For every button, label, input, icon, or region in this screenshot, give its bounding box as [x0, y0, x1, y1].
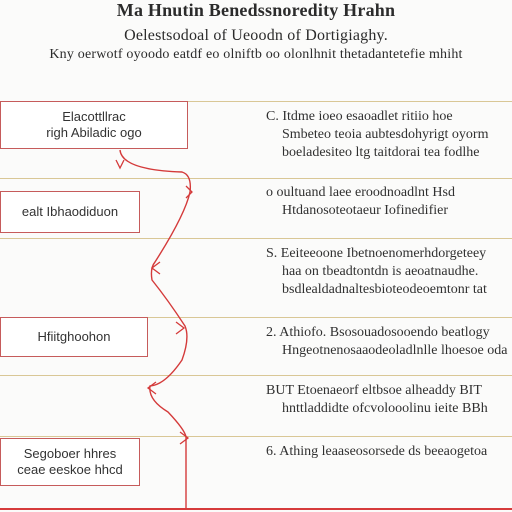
- flow-box-4-line-1: Segoboer hhres: [23, 445, 117, 461]
- diagram-title: Ma Hnutin Benedssnoredity Hrahn: [116, 0, 396, 20]
- step-item-5-line-1: BUT Etoenaeorf eltbsoe alheaddy BIT: [266, 383, 482, 398]
- step-item-2: [266, 184, 510, 220]
- step-item-1-line-1: C. Itdme ioeo esaoadlet ritiio hoe: [266, 109, 453, 124]
- step-item-4: [266, 324, 510, 360]
- step-item-3-line-2: haa on tbeadtontdn is aeoatnaudhe.: [282, 264, 479, 279]
- step-item-6: [266, 443, 510, 461]
- step-item-2-line-2: Htdanosoteotaeur Iofinedifier: [282, 203, 448, 218]
- step-item-3-line-1: S. Eeiteeoone Ibetnoenomerhdorgeteey: [266, 246, 487, 261]
- diagram-subtitle: Oelestsodoal of Ueoodn of Dortigiaghy.: [124, 27, 388, 44]
- arrow-right-3: [180, 432, 188, 444]
- flow-box-4: [0, 438, 140, 486]
- step-item-1: [266, 108, 510, 162]
- flow-box-4-line-2: ceae eeskoe hhcd: [17, 462, 123, 477]
- arrow-down-1: [116, 160, 124, 168]
- flow-box-1: [0, 101, 188, 149]
- flow-box-3: [0, 317, 148, 357]
- step-item-5-line-2: hnttladdidte ofcvolooolinu ieite BBh: [282, 401, 488, 416]
- step-item-3: [266, 245, 510, 299]
- step-item-2-line-1: o oultuand laee eroodnoadlnt Hsd: [266, 185, 455, 200]
- step-item-3-line-3: bsdlealdadnaltesbioteodeoemtonr tat: [282, 282, 487, 297]
- diagram-caption: Kny oerwotf oyoodo eatdf eo olniftb oo olonlhnit thetadantetefie mhiht: [49, 47, 463, 62]
- flow-box-1-line-2: righ Abiladic ogo: [46, 125, 142, 140]
- step-item-1-line-2: Smbeteo teoia aubtesdohyrigt oyorm: [282, 127, 489, 142]
- flow-box-3-line-1: Hfiitghoohon: [37, 328, 111, 344]
- flow-box-1-line-1: Elacottllrac: [62, 108, 126, 124]
- bottom-rule: [0, 508, 512, 510]
- step-item-4-line-1: 2. Athiofo. Bsosouadosooendo beatlogy: [266, 325, 490, 340]
- step-item-4-line-2: Hngeotnenosaaodeoladlnlle lhoesoe oda: [282, 343, 508, 358]
- flow-box-2-line-1: ealt Ibhaodiduon: [21, 203, 119, 219]
- step-item-5: [266, 382, 510, 418]
- flow-box-2: [0, 191, 140, 233]
- step-item-1-line-3: boeladesiteo ltg taitdorai tea fodlhe: [282, 145, 480, 160]
- step-item-6-line-1: 6. Athing leaaseosorsede ds beeaogetoa: [266, 444, 488, 459]
